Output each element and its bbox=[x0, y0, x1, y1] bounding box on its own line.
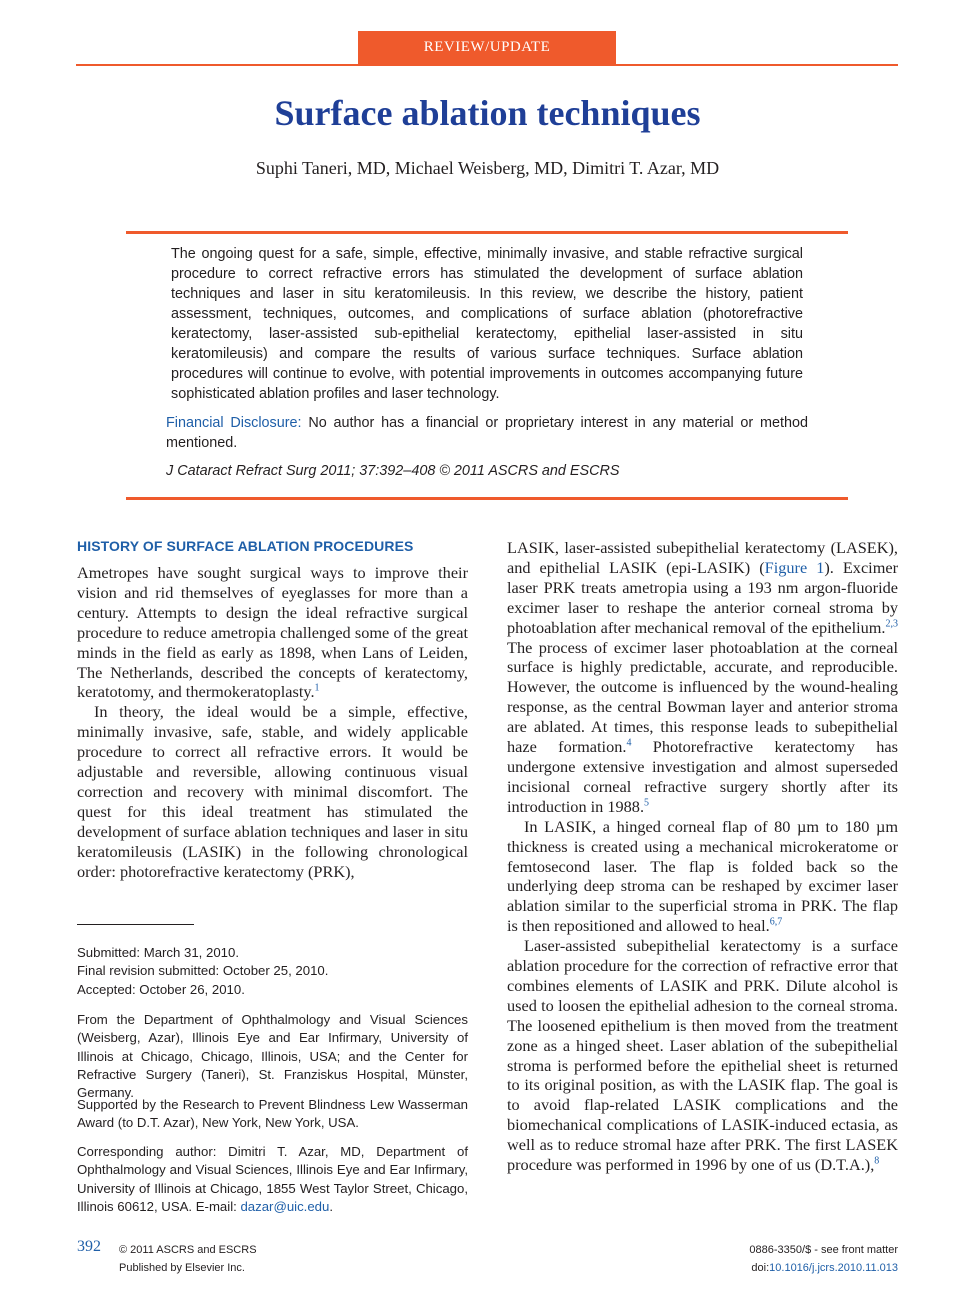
abstract-text: The ongoing quest for a safe, simple, effective, minimally invasive, and stable refractive surgical procedure to correct refractive errors has stimulated the development of surface ablation techniques and laser in situ keratomileusis. In this review, we describe the history, patient assessment, techniques, outcomes, and complications of surface ablation (photorefractive keratectomy, laser-assisted sub-epithelial keratectomy, epithelial laser-assisted in situ keratomileusis) and compare the results of various surface techniques. Surface ablation procedures will continue to evolve, with potential improvements in outcomes accompanying future sophisticated ablation profiles and laser technology. bbox=[171, 246, 803, 402]
doi-line bbox=[749, 1259, 898, 1277]
accepted-date: Accepted: October 26, 2010. bbox=[77, 981, 245, 997]
support-text: Supported by the Research to Prevent Blindness Lew Wasserman Award (to D.T. Azar), New York, New York, USA. bbox=[77, 1097, 468, 1131]
reference-link[interactable]: 1 bbox=[314, 683, 320, 695]
paragraph-text: In LASIK, a hinged corneal flap of 80 µm to 180 µm thickness is created using a mechanical microkeratome or femtosecond laser. The flap is folded back so the underlying deep stroma can be reshaped by excimer laser ablation similar to the superficial stroma in PRK. The flap is then repositioned and allowed to heal. bbox=[507, 816, 898, 936]
disclosure-label: Financial Disclosure: bbox=[166, 415, 302, 431]
header-rule bbox=[76, 64, 898, 66]
revision-date: Final revision submitted: October 25, 2010. bbox=[77, 963, 329, 979]
financial-disclosure bbox=[166, 413, 808, 453]
affiliation-text: From the Department of Ophthalmology and Visual Sciences (Weisberg, Azar), Illinois Eye and Ear Infirmary, University of Illinois at Chicago, Chicago, Illinois, USA; and the Center for Refractive Surgery (Taneri), St. Franziskus Hospital, Münster, Germany. bbox=[77, 1012, 468, 1101]
paragraph-text: Photorefractive keratectomy has undergone extensive investigation and almost superseded incisional corneal refractive surgery shortly after its introduction in 1988. bbox=[507, 737, 898, 816]
section-heading: HISTORY OF SURFACE ABLATION PROCEDURES bbox=[77, 538, 414, 554]
paragraph bbox=[507, 936, 898, 1175]
footnote-support bbox=[77, 1096, 468, 1133]
email-link[interactable]: dazar@uic.edu bbox=[240, 1198, 330, 1214]
reference-link[interactable]: 2,3 bbox=[885, 618, 898, 630]
footnote-dates bbox=[77, 944, 468, 999]
abstract-top-rule bbox=[126, 231, 848, 234]
submitted-date: Submitted: March 31, 2010. bbox=[77, 945, 240, 960]
paragraph-text: Ametropes have sought surgical ways to improve their vision and rid themselves of eyeglasses for more than a century. Attempts to design the ideal refractive surgical procedure to reduce ametropia challenged some of the great minds in the field as early as 1898, when Lans of Leiden, The Netherlands, described the concepts of keratectomy, keratotomy, and thermokeratoplasty. bbox=[77, 563, 468, 702]
reference-link[interactable]: 5 bbox=[644, 797, 650, 809]
page-number: 392 bbox=[77, 1238, 101, 1255]
journal-citation: J Cataract Refract Surg 2011; 37:392–408 © 2011 ASCRS and ESCRS bbox=[166, 463, 620, 479]
paragraph-text: Laser-assisted subepithelial keratectomy is a surface ablation procedure for the correction of refractive error that combines elements of LASIK and PRK. Dilute alcohol is used to loosen the epithelial adhesion to the corneal stroma. The loosened epithelium is then moved from the treatment zone as a hinged sheet. Laser ablation of the subepithelial stroma is performed before the epithelial sheet is returned to its original position, as with the LASIK flap. The goal is to avoid flap-related LASIK complications and the biomechanical complications of LASIK-induced ectasia, as well as to reduce stromal haze after PRK. The first LASEK procedure was performed in 1996 by one of us (D.T.A.), bbox=[507, 936, 898, 1175]
left-column-body bbox=[77, 563, 468, 882]
paragraph-text: ). Excimer laser PRK treats ametropia using a 193 nm argon-fluoride excimer laser to reshape the anterior corneal stroma by photoablation after mechanical removal of the epithelium. bbox=[507, 557, 899, 637]
abstract-bottom-rule bbox=[126, 497, 848, 500]
corresponding-end: . bbox=[329, 1198, 334, 1214]
section-tag: REVIEW/UPDATE bbox=[358, 31, 616, 64]
disclosure-text: No author has a financial or proprietary interest in any material or method mentioned. bbox=[166, 415, 808, 451]
publisher-text: Published by Elsevier Inc. bbox=[119, 1262, 245, 1274]
article-title: Surface ablation techniques bbox=[274, 93, 701, 133]
copyright-text: © 2011 ASCRS and ESCRS bbox=[119, 1244, 257, 1256]
paragraph-text: LASIK, laser-assisted subepithelial keratectomy (LASEK), and epithelial LASIK (epi-LASIK) ( bbox=[507, 538, 898, 577]
doi-label: doi: bbox=[751, 1262, 770, 1274]
paragraph bbox=[507, 538, 898, 817]
doi-link[interactable]: 10.1016/j.jcrs.2010.11.013 bbox=[769, 1262, 898, 1274]
paragraph: In theory, the ideal would be a simple, effective, minimally invasive, safe, stable, and widely applicable procedure to correct all refractive errors. It would be adjustable and reversible, allowing continuous visual correction and recovery with minimal discomfort. The quest for this ideal treatment has stimulated the development of surface ablation techniques and laser in situ keratomileusis (LASIK) in the following chronological order: photorefractive keratectomy (PRK), bbox=[77, 702, 468, 881]
footnote-rule bbox=[77, 924, 194, 925]
reference-link[interactable]: 4 bbox=[626, 737, 632, 749]
paragraph-text: The process of excimer laser photoablation at the corneal surface is highly predictable, accurate, and reproducible. However, the outcome is influenced by the wound-healing response, as the central Bowman layer and anterior stroma are ablated. At times, this response leads to subepithelial haze formation. bbox=[507, 637, 898, 757]
right-column-body bbox=[507, 538, 898, 1175]
footnote-affiliation bbox=[77, 1011, 468, 1102]
reference-link[interactable]: 6,7 bbox=[769, 916, 783, 928]
footnote-corresponding bbox=[77, 1143, 468, 1216]
figure-link[interactable]: Figure 1 bbox=[764, 557, 825, 577]
paragraph bbox=[507, 817, 898, 936]
reference-link[interactable]: 8 bbox=[874, 1155, 880, 1167]
paragraph bbox=[77, 563, 468, 702]
footer-right bbox=[749, 1241, 898, 1277]
corresponding-text: Corresponding author: Dimitri T. Azar, MD, Department of Ophthalmology and Visual Sciences, Illinois Eye and Ear Infirmary, University of Illinois at Chicago, 1855 West Taylor Street, Chicago, Illinois 60612, USA. E-mail: bbox=[77, 1144, 468, 1214]
author-list: Suphi Taneri, MD, Michael Weisberg, MD, Dimitri T. Azar, MD bbox=[255, 158, 720, 178]
footer-left bbox=[119, 1241, 257, 1277]
issn-text: 0886-3350/$ - see front matter bbox=[749, 1244, 898, 1256]
